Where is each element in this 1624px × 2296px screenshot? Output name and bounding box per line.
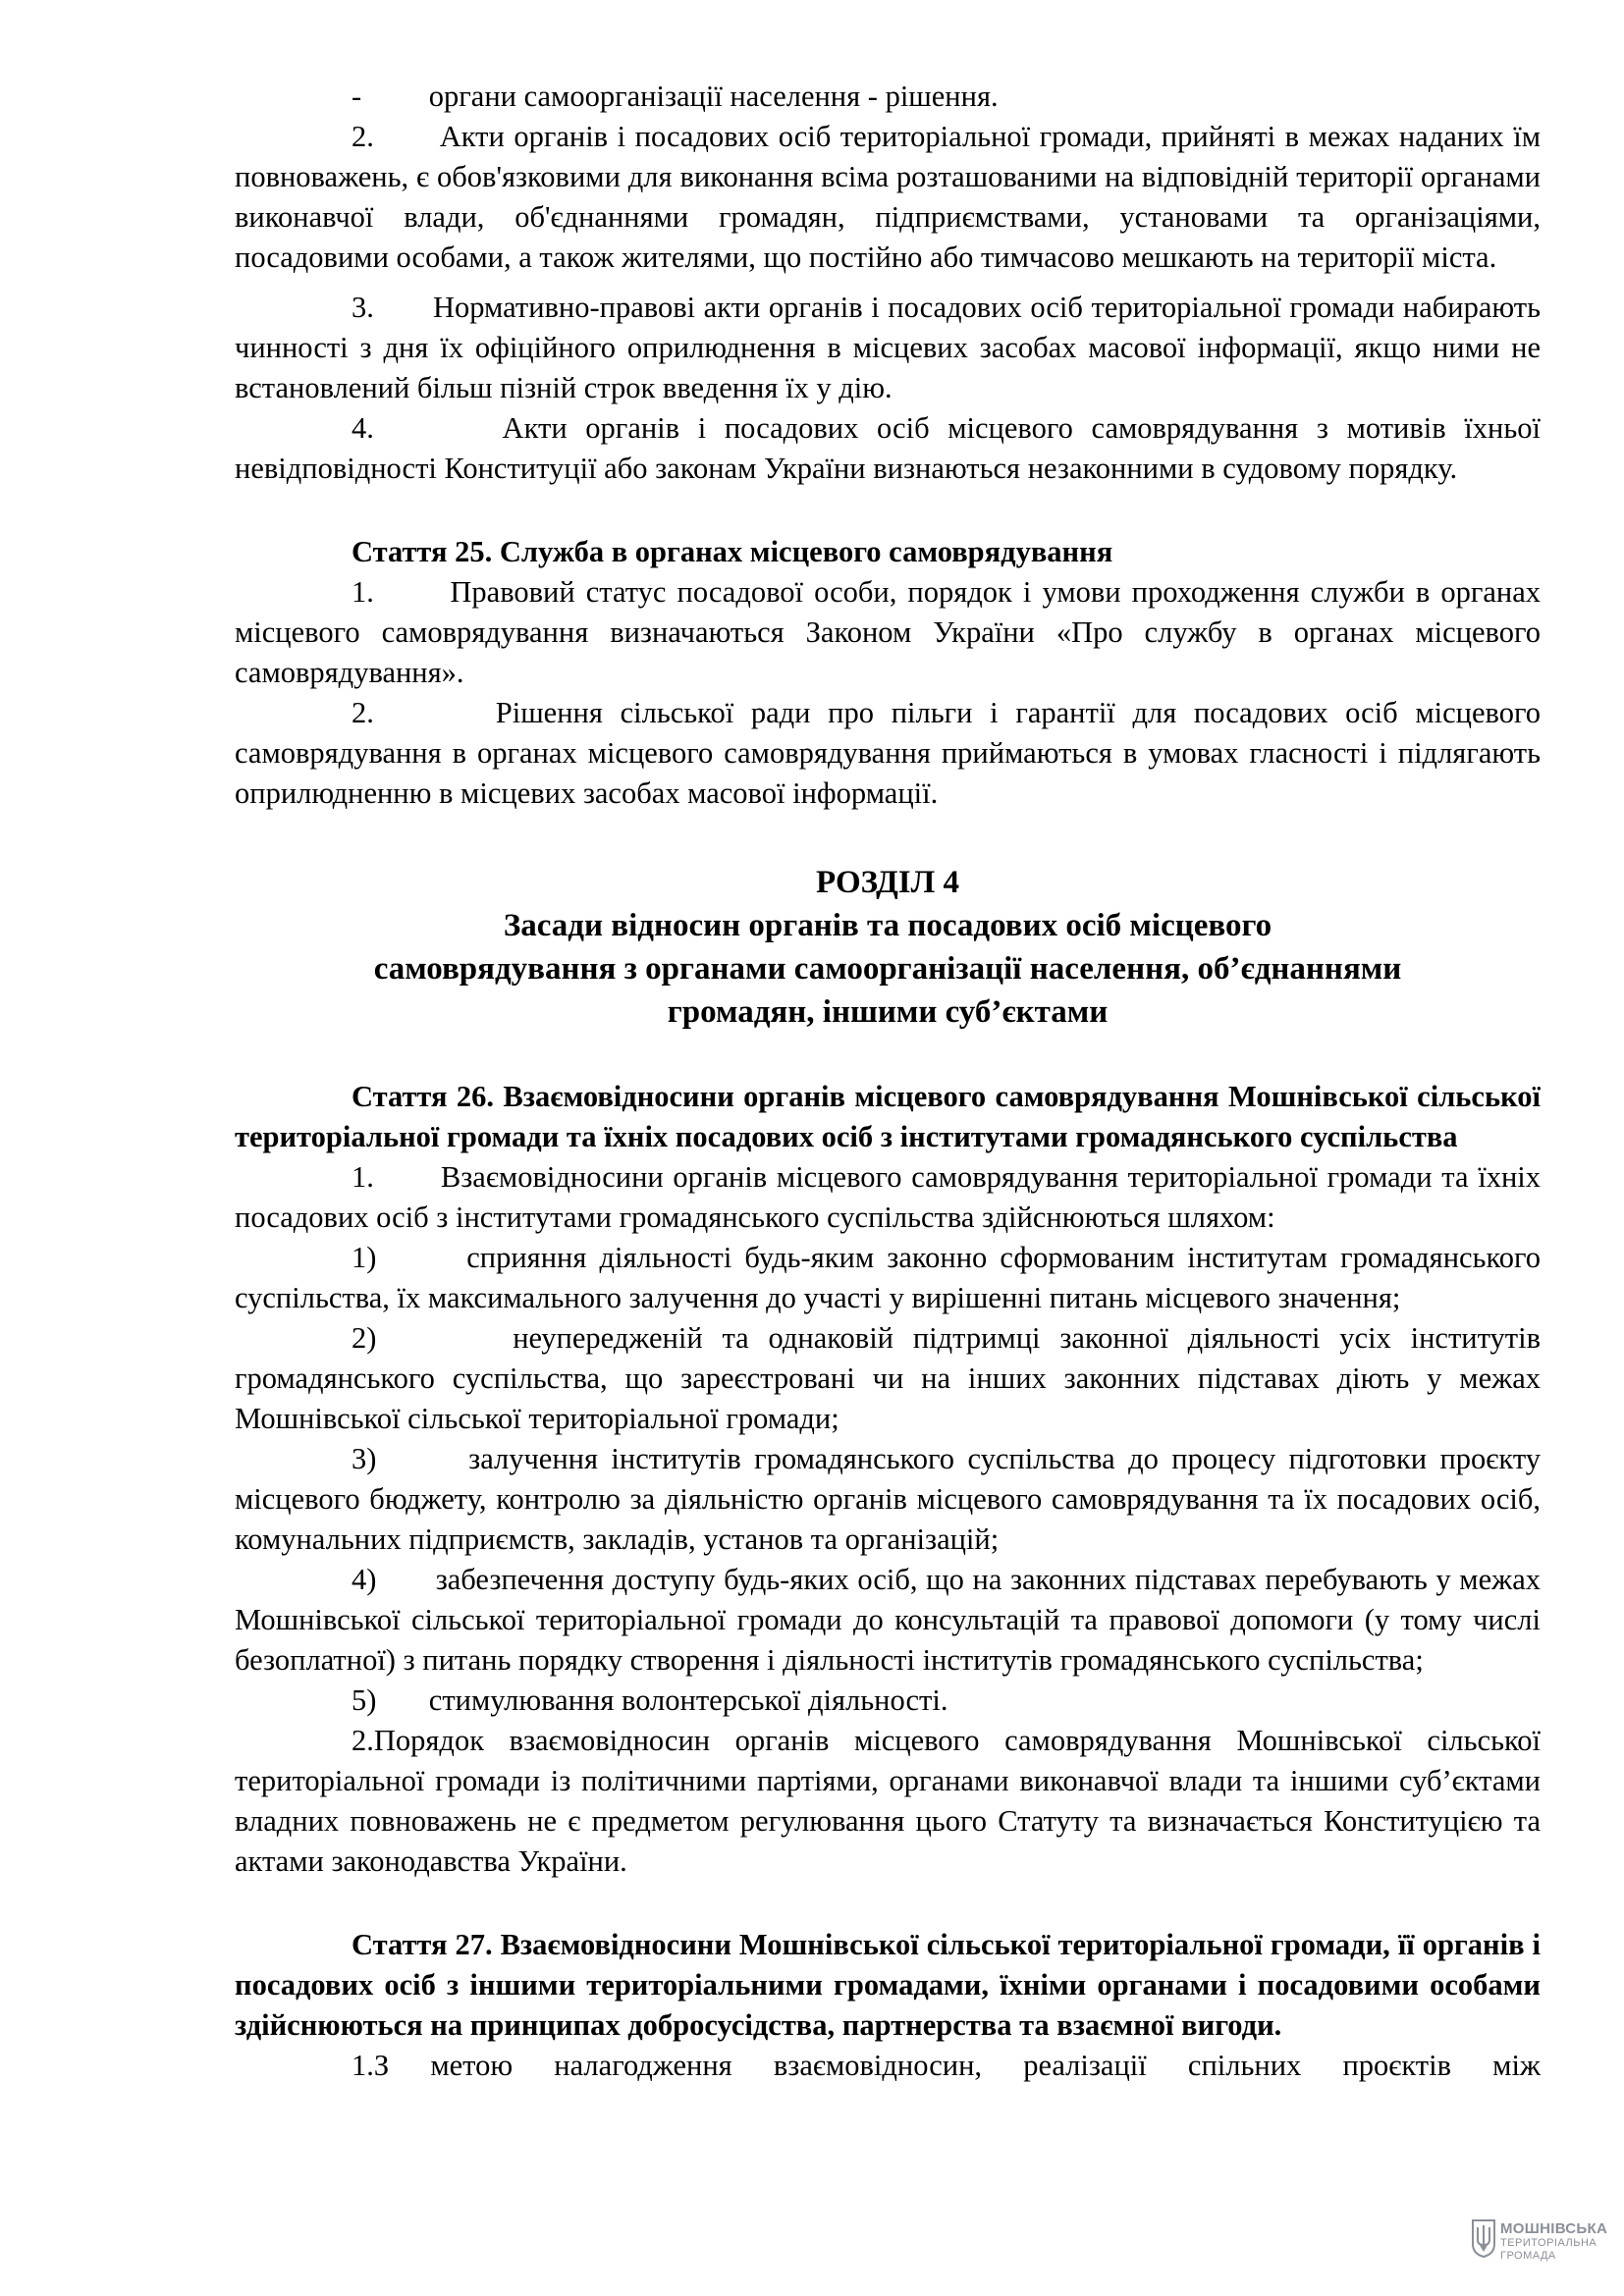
- paragraph-3: 3. Нормативно-правові акти органів і посадових осіб територіальної громади набирають чинності з дня їх офіційного оприлюднення в місцевих засобах масової інформації, якщо ними не встановлений більш пізній строк введення їх у дію.: [235, 291, 1541, 404]
- article-25-heading: Стаття 25. Служба в органах місцевого самоврядування: [352, 535, 1113, 568]
- section-label: РОЗДІЛ 4: [816, 865, 959, 900]
- article-26-item-3: 3) залучення інститутів громадянського суспільства до процесу підготовки проєкту місцевого бюджету, контролю за діяльністю органів місцевого самоврядування та їх посадових осіб, комунальних підприємств, закладів, установ та організацій;: [235, 1442, 1541, 1556]
- section-title-line-3: громадян, іншими суб’єктами: [667, 994, 1109, 1030]
- article-27-paragraph-1: 1.З метою налагодження взаємовідносин, реалізації спільних проєктів між: [352, 2049, 1541, 2082]
- section-title-line-2: самоврядування з органами самоорганізації населення, об’єднаннями: [373, 951, 1402, 987]
- article-26-heading: Стаття 26. Взаємовідносини органів місцевого самоврядування Мошнівської сільської територіальної громади та їхніх посадових осіб з інститутами громадянського суспільства: [235, 1080, 1541, 1153]
- logo-line-3: ГРОМАДА: [1500, 2250, 1556, 2262]
- paragraph-4: 4. Акти органів і посадових осіб місцевого самоврядування з мотивів їхньої невідповідності Конституції або законам України визнаються незаконними в судовому порядку.: [235, 411, 1541, 485]
- trident-emblem-icon: [1471, 2218, 1496, 2258]
- article-25-paragraph-1: 1. Правовий статус посадової особи, порядок і умови проходження служби в органах місцевого самоврядування визначаються Законом України «Про службу в органах місцевого самоврядування».: [235, 575, 1541, 689]
- article-26-item-5: 5) стимулювання волонтерської діяльності.: [352, 1683, 948, 1717]
- article-25-paragraph-2: 2. Рішення сільської ради про пільги і гарантії для посадових осіб місцевого самоврядування в органах місцевого самоврядування приймаються в умовах гласності і підлягають оприлюдненню в місцевих засобах масової інформації.: [235, 696, 1541, 810]
- dash-list-item: - органи самоорганізації населення - рішення.: [352, 80, 999, 113]
- article-26-item-4: 4) забезпечення доступу будь-яких осіб, що на законних підставах перебувають у межах Мошнівської сільської територіальної громади до консультацій та правової допомоги (у тому числі безоплатної) з питань порядку створення і діяльності інститутів громадянського суспільства;: [235, 1563, 1541, 1677]
- article-26-paragraph-2: 2.Порядок взаємовідносин органів місцевого самоврядування Мошнівської сільської територіальної громади із політичними партіями, органами виконавчої влади та іншими суб’єктами владних повноважень не є предметом регулювання цього Статуту та визначається Конституцією та актами законодавства України.: [235, 1724, 1541, 1878]
- logo-line-1: МОШНІВСЬКА: [1500, 2220, 1608, 2237]
- section-title-line-1: Засади відносин органів та посадових осіб місцевого: [503, 908, 1272, 943]
- article-26-item-2: 2) неупередженій та однаковій підтримці законної діяльності усіх інститутів громадянського суспільства, що зареєстровані чи на інших законних підставах діють у межах Мошнівської сільської територіальної громади;: [235, 1321, 1541, 1435]
- document-page: [235, 77, 1541, 2086]
- article-27-heading: Стаття 27. Взаємовідносини Мошнівської сільської територіальної громади, її органів і посадових осіб з іншими територіальними громадами, їхніми органами і посадовими особами здійснюються на принципах добросусідства, партнерства та взаємної вигоди.: [235, 1928, 1541, 2042]
- paragraph-2: 2. Акти органів і посадових осіб територіальної громади, прийняті в межах наданих їм повноважень, є обов'язковими для виконання всіма розташованими на відповідній території органами виконавчої влади, об'єднаннями громадян, підприємствами, установами та організаціями, посадовими особами, а також жителями, що постійно або тимчасово мешкають на території міста.: [235, 120, 1541, 274]
- logo-line-2: ТЕРИТОРІАЛЬНА: [1500, 2237, 1597, 2249]
- article-26-paragraph-1: 1. Взаємовідносини органів місцевого самоврядування територіальної громади та їхніх посадових осіб з інститутами громадянського суспільства здійснюються шляхом:: [235, 1160, 1541, 1234]
- article-26-item-1: 1) сприяння діяльності будь-яким законно сформованим інститутам громадянського суспільства, їх максимального залучення до участі у вирішенні питань місцевого значення;: [235, 1241, 1541, 1314]
- section-title: [235, 861, 1541, 1034]
- community-logo: [1471, 2216, 1618, 2275]
